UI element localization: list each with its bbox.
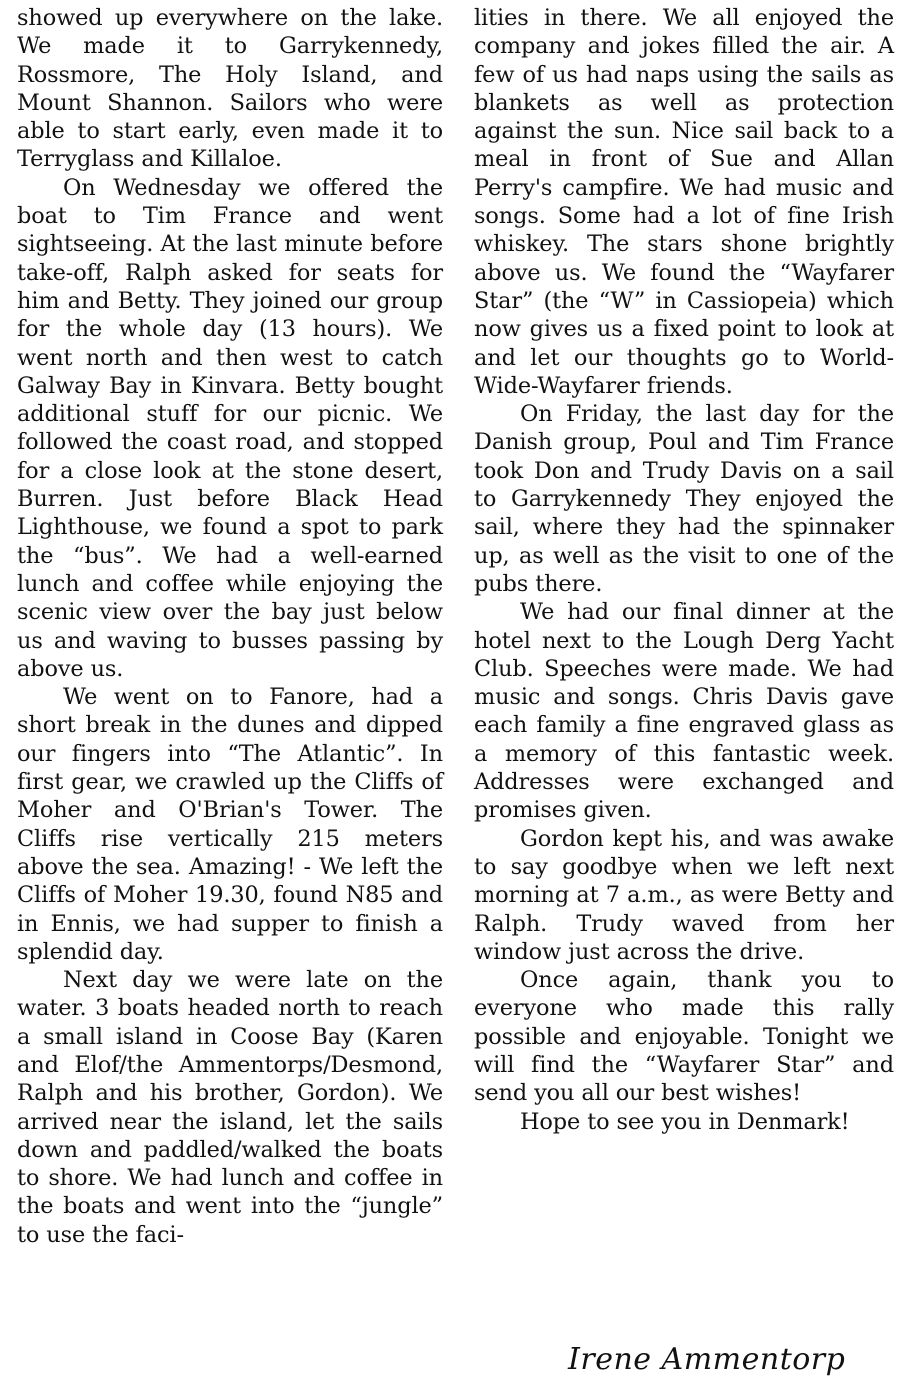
paragraph: lities in there. We all enjoyed the company and jokes filled the air. A few of us had naps using the sails as blankets as well as protection against the sun. Nice sail back to a meal in front of Sue and Allan Perry's campfire. We had music and songs. Some had a lot of fine Irish whiskey. The stars shone brightly above us. We found the “Wayfarer Star” (the “W” in Cassiopeia) which now gives us a fixed point to look at and let our thoughts go to World-Wide-Wayfarer friends.	[474, 5, 894, 399]
paragraph: Gordon kept his, and was awake to say goodbye when we left next morning at 7 a.m., as were Betty and Ralph. Trudy waved from her window just across the drive.	[474, 825, 894, 965]
paragraph: On Friday, the last day for the Danish group, Poul and Tim France took Don and Trudy Davis on a sail to Garrykennedy They enjoyed the sail, where they had the spinnaker up, as well as the visit to one of the pubs there.	[474, 401, 894, 597]
paragraph: On Wednesday we offered the boat to Tim France and went sightseeing. At the last minute before take-off, Ralph asked for seats for him and Betty. They joined our group for the whole day (13 hours). We went north and then west to catch Galway Bay in Kinvara. Betty bought additional stuff for our picnic. We followed the coast road, and stopped for a close look at the stone desert, Burren. Just before Black Head Lighthouse, we found a spot to park the “bus”. We had a well-earned lunch and coffee while enjoying the scenic view over the bay just below us and waving to busses passing by above us.	[17, 174, 443, 682]
author-signature: Irene Ammentorp	[568, 1342, 846, 1377]
left-column	[17, 4, 443, 1249]
paragraph: We went on to Fanore, had a short break in the dunes and dipped our fingers into “The Atlantic”. In first gear, we crawled up the Cliffs of Moher and O'Brian's Tower. The Cliffs rise vertically 215 meters above the sea. Amazing! - We left the Cliffs of Moher 19.30, found N85 and in Ennis, we had supper to finish a splendid day.	[17, 684, 443, 965]
paragraph: We had our final dinner at the hotel next to the Lough Derg Yacht Club. Speeches were made. We had music and songs. Chris Davis gave each family a fine engraved glass as a memory of this fantastic week. Addresses were exchanged and promises given.	[474, 599, 894, 824]
paragraph: Next day we were late on the water. 3 boats headed north to reach a small island in Coose Bay (Karen and Elof/the Ammentorps/Desmond, Ralph and his brother, Gordon). We arrived near the island, let the sails down and paddled/walked the boats to shore. We had lunch and coffee in the boats and went into the “jungle” to use the faci-	[17, 967, 443, 1248]
paragraph: Once again, thank you to everyone who made this rally possible and enjoyable. Tonight we will find the “Wayfarer Star” and send you all our best wishes!	[474, 967, 894, 1107]
paragraph: Hope to see you in Denmark!	[520, 1108, 850, 1135]
right-column	[474, 4, 894, 1136]
paragraph: showed up everywhere on the lake. We made it to Garrykennedy, Rossmore, The Holy Island, and Mount Shannon. Sailors who were able to start early, even made it to Terryglass and Killaloe.	[17, 5, 443, 173]
